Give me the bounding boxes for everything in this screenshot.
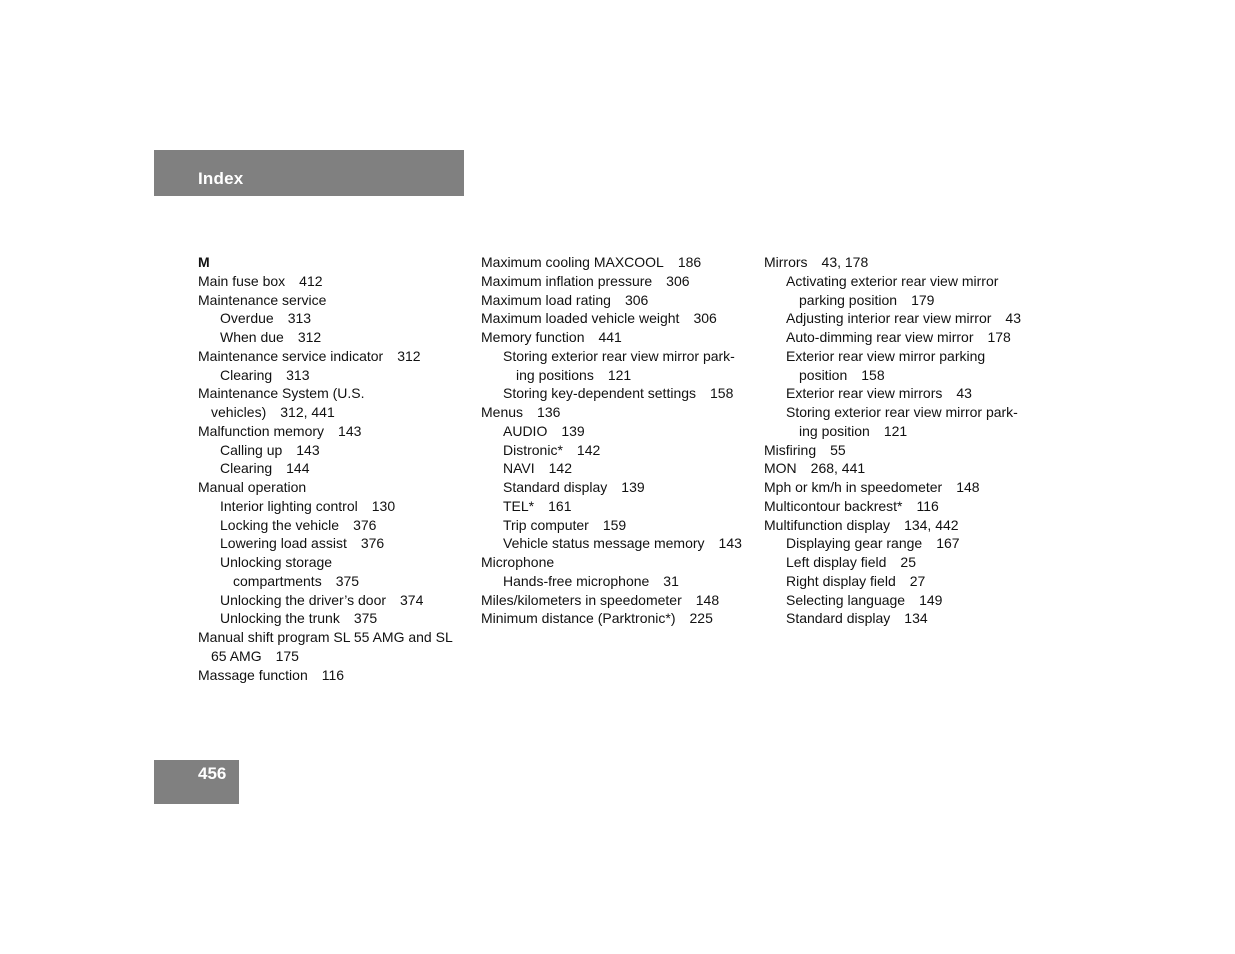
index-page-ref[interactable]: 376 [353,516,377,533]
index-page-ref[interactable]: 143 [718,535,742,552]
index-term: MON [764,460,797,477]
index-subentry [481,441,756,460]
index-term: Exterior rear view mirror parking [786,347,986,364]
index-subentry [198,516,468,535]
index-subentry [764,384,1044,403]
index-page-ref[interactable]: 179 [911,291,935,308]
index-page-ref[interactable]: 148 [956,479,980,495]
index-term: Exterior rear view mirrors [786,385,943,402]
index-entry [198,347,468,366]
index-page-ref[interactable]: 268, 441 [810,460,866,477]
index-term: Adjusting interior rear view mirror [786,310,992,327]
index-term: Maintenance service indicator [198,347,384,364]
index-term: Menus [481,404,524,420]
index-page-ref[interactable]: 312, 441 [280,404,335,420]
index-term: Interior lighting control [220,497,358,514]
index-page-ref[interactable]: 175 [275,647,299,664]
index-term: ing positions [516,366,594,383]
index-subentry [764,347,1044,366]
index-term: Mirrors [764,254,808,270]
index-term: TEL* [503,497,535,514]
index-entry [481,553,756,572]
index-page-ref[interactable]: 142 [548,460,572,477]
index-page-ref[interactable]: 143 [338,422,362,439]
index-subentry [764,309,1044,328]
index-page-ref[interactable]: 306 [666,272,690,289]
index-entry [764,478,1044,497]
index-page-ref[interactable]: 225 [689,610,713,627]
index-page-ref[interactable]: 27 [909,572,926,589]
index-subentry [764,328,1044,347]
index-page-ref[interactable]: 121 [607,366,632,383]
index-page-ref[interactable]: 313 [287,310,312,327]
index-page-ref[interactable]: 149 [919,591,943,608]
index-term: Maintenance service [198,291,327,308]
index-page-ref[interactable]: 134 [904,610,928,627]
index-page-ref[interactable]: 441 [598,329,622,345]
index-page-ref[interactable]: 43 [956,385,972,402]
index-page-ref[interactable]: 134, 442 [904,516,959,533]
index-term: 65 AMG [211,647,262,664]
index-entry [481,403,756,422]
index-page-ref[interactable]: 139 [561,422,585,439]
index-page-ref[interactable]: 375 [353,610,378,627]
index-term: Main fuse box [198,272,286,289]
index-subentry [481,366,756,385]
index-term: Activating exterior rear view mirror [786,272,999,289]
index-term: Distronic* [503,441,563,458]
index-term: When due [220,329,284,345]
index-term: Clearing [220,460,273,477]
index-subentry [198,609,468,628]
index-page-ref[interactable]: 186 [677,254,702,270]
index-term: parking position [799,291,898,308]
page-number: 456 [198,764,227,783]
index-term: Left display field [786,554,887,570]
section-header-bar [154,150,464,196]
index-term: Multifunction display [764,516,891,533]
index-page-ref[interactable]: 116 [916,497,939,514]
index-page-ref[interactable]: 306 [693,310,717,327]
index-term: Calling up [220,441,283,458]
index-page-ref[interactable]: 43, 178 [821,254,869,270]
index-term: Unlocking the driver’s door [220,591,387,608]
index-term: Lowering load assist [220,535,347,552]
index-subentry [198,553,468,572]
index-subentry [198,534,468,553]
index-term: Storing exterior rear view mirror park- [503,347,735,364]
index-entry [481,291,756,310]
index-entry [198,647,468,666]
index-page-ref[interactable]: 121 [883,422,908,439]
index-page-ref[interactable]: 312 [297,329,322,345]
index-term: Displaying gear range [786,535,923,552]
index-page-ref[interactable]: 178 [987,329,1011,345]
index-page-ref[interactable]: 55 [830,441,846,458]
index-page-ref[interactable]: 43 [1005,310,1021,327]
index-subentry [198,497,468,516]
index-term: Memory function [481,329,585,345]
index-subentry [198,309,468,328]
index-page-ref[interactable]: 412 [299,272,323,289]
index-term: Maximum loaded vehicle weight [481,310,680,327]
index-term: Storing exterior rear view mirror park- [786,404,1018,420]
index-subentry [481,516,756,535]
index-page-ref[interactable]: 376 [360,535,385,552]
index-term: Storing key-dependent settings [503,385,697,402]
index-page-ref[interactable]: 158 [710,385,734,402]
index-subentry [764,291,1044,310]
index-subentry [481,497,756,516]
index-entry [481,328,756,347]
index-entry [481,272,756,291]
index-page-ref[interactable]: 144 [286,460,310,477]
index-page-ref[interactable]: 313 [286,366,310,383]
index-term: compartments [233,572,322,589]
index-page-ref[interactable]: 159 [602,516,627,533]
index-page-ref[interactable]: 136 [537,404,561,420]
index-subentry [481,478,756,497]
index-page-ref[interactable]: 130 [371,497,396,514]
index-term: Hands-free microphone [503,572,650,589]
index-page-ref[interactable]: 167 [936,535,960,552]
index-entry [481,609,756,628]
index-page-ref[interactable]: 25 [900,554,916,570]
index-page-ref[interactable]: 312 [397,347,421,364]
index-entry [764,497,1044,516]
index-term: Overdue [220,310,274,327]
index-entry [481,591,756,610]
index-term: Mph or km/h in speedometer [764,479,943,495]
index-subentry [764,591,1044,610]
index-entry [481,309,756,328]
index-term: Auto-dimming rear view mirror [786,329,974,345]
index-term: Microphone [481,554,555,570]
index-letter-heading: M [198,254,210,270]
index-term: Minimum distance (Parktronic*) [481,610,676,627]
index-term: Standard display [503,479,608,495]
index-subentry [198,366,468,385]
index-term: position [799,366,848,383]
index-page-ref[interactable]: 116 [321,666,345,683]
index-subentry [481,347,756,366]
index-term: Right display field [786,572,896,589]
index-term: Unlocking the trunk [220,610,340,627]
index-subentry [198,328,468,347]
index-subentry [764,422,1044,441]
index-page-ref[interactable]: 374 [400,591,424,608]
index-page-ref[interactable]: 158 [861,366,885,383]
index-subentry [764,272,1044,291]
index-term: Manual operation [198,479,307,495]
index-column-3 [764,253,1044,628]
index-subentry [764,609,1044,628]
index-subentry [481,534,756,553]
index-subentry [198,441,468,460]
index-term: Malfunction memory [198,422,325,439]
index-page-ref[interactable]: 306 [624,291,649,308]
index-term: Miles/kilometers in speedometer [481,591,682,608]
index-term: Maintenance System (U.S. [198,385,365,402]
index-term: Standard display [786,610,891,627]
index-subentry [198,459,468,478]
index-entry [198,291,468,310]
index-term: Trip computer [503,516,589,533]
index-term: Maximum load rating [481,291,611,308]
index-subentry [198,591,468,610]
index-subentry [481,384,756,403]
index-term: Locking the vehicle [220,516,340,533]
index-subentry [481,459,756,478]
index-entry [198,628,468,647]
index-page-ref[interactable]: 31 [663,572,679,589]
index-entry [764,516,1044,535]
index-term: AUDIO [503,422,548,439]
index-entry [198,478,468,497]
index-subentry [764,366,1044,385]
index-term: Multicontour backrest* [764,497,903,514]
index-entry [764,459,1044,478]
index-term: Misfiring [764,441,817,458]
index-page-ref[interactable]: 161 [548,497,572,514]
index-page-ref[interactable]: 139 [621,479,645,495]
index-subentry [764,534,1044,553]
index-entry [198,422,468,441]
index-entry [198,666,468,685]
index-entry [198,272,468,291]
index-subentry [764,403,1044,422]
section-title: Index [198,169,244,188]
index-term: NAVI [503,460,535,477]
index-term: Unlocking storage [220,554,333,570]
index-term: Massage function [198,666,308,683]
index-page-ref[interactable]: 142 [576,441,601,458]
page-number-badge [154,760,239,804]
index-term: Manual shift program SL 55 AMG and SL [198,629,453,645]
index-term: Maximum cooling MAXCOOL [481,254,664,270]
index-term: Vehicle status message memory [503,535,705,552]
index-entry [764,441,1044,460]
index-term: vehicles) [211,404,267,420]
index-entry [481,253,756,272]
index-subentry [198,572,468,591]
index-entry [198,403,468,422]
index-term: ing position [799,422,870,439]
index-term: Clearing [220,366,273,383]
index-page-ref[interactable]: 375 [335,572,360,589]
index-subentry [481,572,756,591]
index-subentry [481,422,756,441]
index-page-ref[interactable]: 143 [296,441,320,458]
index-term: Maximum inflation pressure [481,272,653,289]
index-page-ref[interactable]: 148 [695,591,720,608]
index-column-1 [198,253,468,684]
index-entry [764,253,1044,272]
index-term: Selecting language [786,591,906,608]
index-subentry [764,572,1044,591]
index-entry [198,384,468,403]
index-column-2 [481,253,756,628]
index-subentry [764,553,1044,572]
